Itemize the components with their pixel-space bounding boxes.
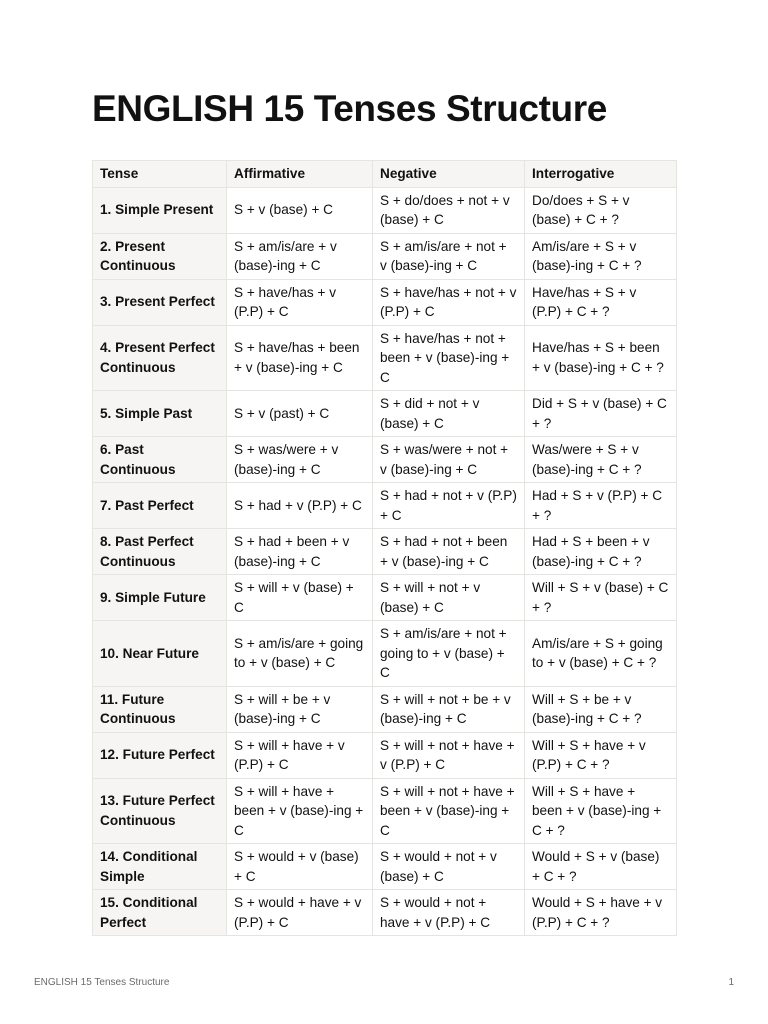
- negative-cell: S + will + not + v (base) + C: [373, 575, 525, 621]
- interrogative-cell: Had + S + been + v (base)-ing + C + ?: [525, 529, 677, 575]
- affirmative-cell: S + will + v (base) + C: [227, 575, 373, 621]
- affirmative-cell: S + was/were + v (base)-ing + C: [227, 437, 373, 483]
- tense-cell: 10. Near Future: [93, 621, 227, 687]
- table-row: [93, 325, 677, 391]
- affirmative-cell: S + v (base) + C: [227, 187, 373, 233]
- negative-cell: S + had + not + been + v (base)-ing + C: [373, 529, 525, 575]
- interrogative-cell: Will + S + have + been + v (base)-ing + C + ?: [525, 778, 677, 844]
- affirmative-cell: S + am/is/are + v (base)-ing + C: [227, 233, 373, 279]
- interrogative-cell: Will + S + v (base) + C + ?: [525, 575, 677, 621]
- interrogative-cell: Would + S + have + v (P.P) + C + ?: [525, 890, 677, 936]
- table-row: [93, 391, 677, 437]
- tense-cell: 11. Future Continuous: [93, 686, 227, 732]
- affirmative-cell: S + would + v (base) + C: [227, 844, 373, 890]
- column-header-affirmative: Affirmative: [227, 161, 373, 188]
- interrogative-cell: Will + S + be + v (base)-ing + C + ?: [525, 686, 677, 732]
- negative-cell: S + will + not + have + been + v (base)-ing + C: [373, 778, 525, 844]
- negative-cell: S + did + not + v (base) + C: [373, 391, 525, 437]
- tense-cell: 5. Simple Past: [93, 391, 227, 437]
- column-header-interrogative: Interrogative: [525, 161, 677, 188]
- negative-cell: S + will + not + be + v (base)-ing + C: [373, 686, 525, 732]
- affirmative-cell: S + have/has + been + v (base)-ing + C: [227, 325, 373, 391]
- table-row: [93, 483, 677, 529]
- tense-cell: 1. Simple Present: [93, 187, 227, 233]
- table-row: [93, 279, 677, 325]
- affirmative-cell: S + will + be + v (base)-ing + C: [227, 686, 373, 732]
- table-row: [93, 778, 677, 844]
- interrogative-cell: Would + S + v (base) + C + ?: [525, 844, 677, 890]
- negative-cell: S + would + not + have + v (P.P) + C: [373, 890, 525, 936]
- column-header-tense: Tense: [93, 161, 227, 188]
- table-header-row: [93, 161, 677, 188]
- negative-cell: S + do/does + not + v (base) + C: [373, 187, 525, 233]
- interrogative-cell: Had + S + v (P.P) + C + ?: [525, 483, 677, 529]
- column-header-negative: Negative: [373, 161, 525, 188]
- interrogative-cell: Have/has + S + v (P.P) + C + ?: [525, 279, 677, 325]
- affirmative-cell: S + will + have + v (P.P) + C: [227, 732, 373, 778]
- interrogative-cell: Have/has + S + been + v (base)-ing + C + ?: [525, 325, 677, 391]
- footer-page-number: 1: [728, 977, 734, 988]
- affirmative-cell: S + am/is/are + going to + v (base) + C: [227, 621, 373, 687]
- table-row: [93, 529, 677, 575]
- tense-cell: 4. Present Perfect Continuous: [93, 325, 227, 391]
- page-title: ENGLISH 15 Tenses Structure: [92, 88, 607, 129]
- table-row: [93, 686, 677, 732]
- tense-cell: 13. Future Perfect Continuous: [93, 778, 227, 844]
- interrogative-cell: Am/is/are + S + v (base)-ing + C + ?: [525, 233, 677, 279]
- affirmative-cell: S + had + been + v (base)-ing + C: [227, 529, 373, 575]
- tense-cell: 14. Conditional Simple: [93, 844, 227, 890]
- affirmative-cell: S + will + have + been + v (base)-ing + C: [227, 778, 373, 844]
- tense-cell: 8. Past Perfect Continuous: [93, 529, 227, 575]
- table-row: [93, 844, 677, 890]
- interrogative-cell: Do/does + S + v (base) + C + ?: [525, 187, 677, 233]
- affirmative-cell: S + have/has + v (P.P) + C: [227, 279, 373, 325]
- negative-cell: S + have/has + not + v (P.P) + C: [373, 279, 525, 325]
- interrogative-cell: Will + S + have + v (P.P) + C + ?: [525, 732, 677, 778]
- affirmative-cell: S + would + have + v (P.P) + C: [227, 890, 373, 936]
- table-row: [93, 890, 677, 936]
- table-row: [93, 187, 677, 233]
- footer-document-title: ENGLISH 15 Tenses Structure: [34, 977, 170, 988]
- table-row: [93, 621, 677, 687]
- negative-cell: S + will + not + have + v (P.P) + C: [373, 732, 525, 778]
- tense-cell: 2. Present Continuous: [93, 233, 227, 279]
- tense-cell: 9. Simple Future: [93, 575, 227, 621]
- table-row: [93, 575, 677, 621]
- table-body: [93, 187, 677, 936]
- table-row: [93, 732, 677, 778]
- negative-cell: S + am/is/are + not + v (base)-ing + C: [373, 233, 525, 279]
- interrogative-cell: Am/is/are + S + going to + v (base) + C + ?: [525, 621, 677, 687]
- tenses-table: [92, 160, 677, 936]
- negative-cell: S + had + not + v (P.P) + C: [373, 483, 525, 529]
- interrogative-cell: Was/were + S + v (base)-ing + C + ?: [525, 437, 677, 483]
- tense-cell: 7. Past Perfect: [93, 483, 227, 529]
- tense-cell: 15. Conditional Perfect: [93, 890, 227, 936]
- interrogative-cell: Did + S + v (base) + C + ?: [525, 391, 677, 437]
- tense-cell: 3. Present Perfect: [93, 279, 227, 325]
- negative-cell: S + would + not + v (base) + C: [373, 844, 525, 890]
- negative-cell: S + have/has + not + been + v (base)-ing + C: [373, 325, 525, 391]
- affirmative-cell: S + v (past) + C: [227, 391, 373, 437]
- affirmative-cell: S + had + v (P.P) + C: [227, 483, 373, 529]
- negative-cell: S + was/were + not + v (base)-ing + C: [373, 437, 525, 483]
- table-row: [93, 233, 677, 279]
- table-header: [93, 161, 677, 188]
- negative-cell: S + am/is/are + not + going to + v (base) + C: [373, 621, 525, 687]
- tense-cell: 6. Past Continuous: [93, 437, 227, 483]
- table-row: [93, 437, 677, 483]
- tense-cell: 12. Future Perfect: [93, 732, 227, 778]
